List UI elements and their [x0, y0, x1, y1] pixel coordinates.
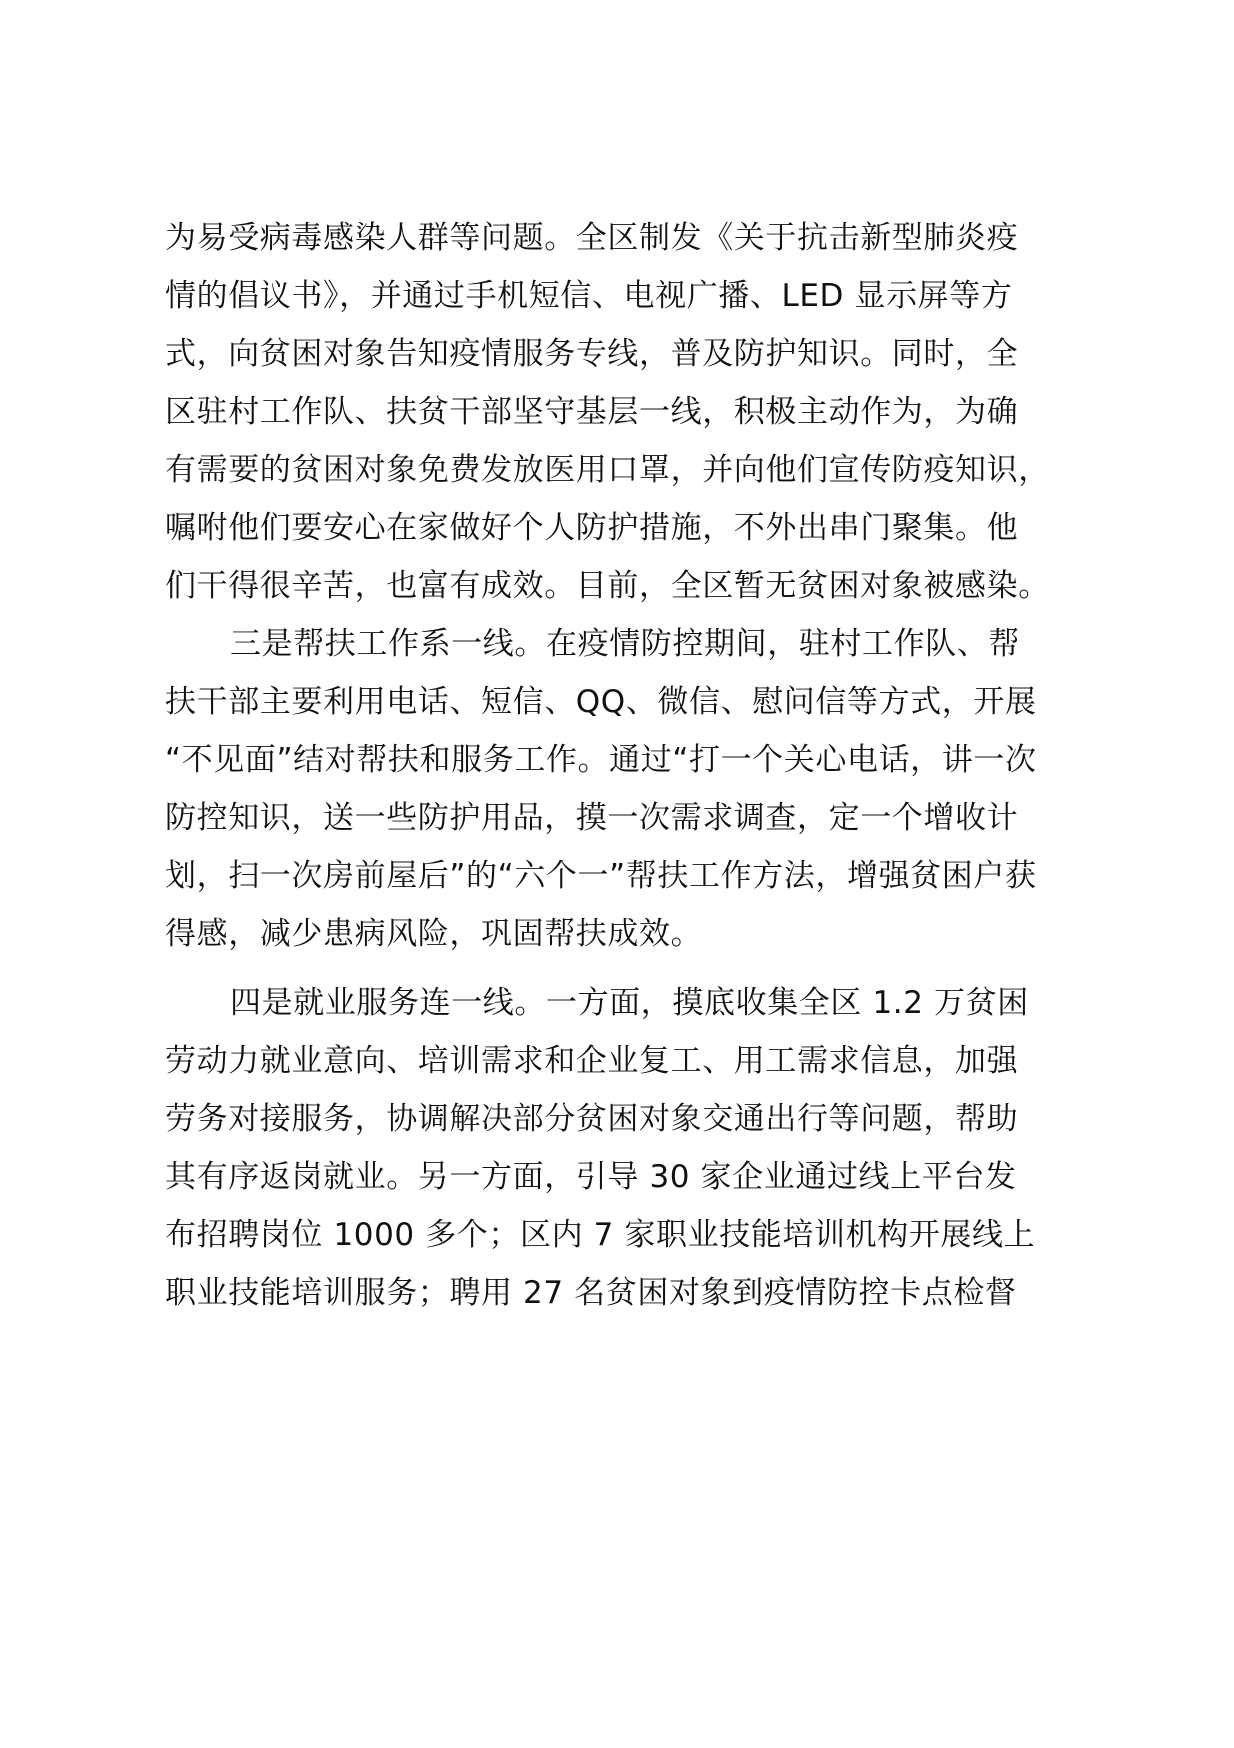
paragraph-3-line-4: 其有序返岗就业。另一方面，引导 30 家企业通过线上平台发 [165, 1159, 1017, 1195]
paragraph-1-line-2: 情的倡议书》，并通过手机短信、电视广播、LED 显示屏等方 [165, 278, 1013, 314]
paragraph-1-line-5: 有需要的贫困对象免费发放医用口罩，并向他们宣传防疫知识， [165, 452, 1050, 488]
paragraph-3-line-2: 劳动力就业意向、培训需求和企业复工、用工需求信息，加强 [165, 1043, 1019, 1079]
paragraph-1-line-7: 们干得很辛苦，也富有成效。目前，全区暂无贫困对象被感染。 [165, 568, 1050, 604]
paragraph-3-line-6: 职业技能培训服务；聘用 27 名贫困对象到疫情防控卡点检督 [165, 1275, 1017, 1311]
paragraph-2-line-2: 扶干部主要利用电话、短信、QQ、微信、慰问信等方式，开展 [165, 684, 1037, 720]
paragraph-3-line-5: 布招聘岗位 1000 多个；区内 7 家职业技能培训机构开展线上 [165, 1217, 1036, 1253]
paragraph-3-line-1: 四是就业服务连一线。一方面，摸底收集全区 1.2 万贫困 [230, 985, 1029, 1021]
paragraph-2-line-3: “不见面”结对帮扶和服务工作。通过“打一个关心电话，讲一次 [165, 742, 1037, 778]
paragraph-1-line-4: 区驻村工作队、扶贫干部坚守基层一线，积极主动作为，为确 [165, 394, 1019, 430]
paragraph-2-line-6: 得感，减少患病风险，巩固帮扶成效。 [165, 916, 703, 952]
paragraph-2-line-4: 防控知识，送一些防护用品，摸一次需求调查，定一个增收计 [165, 800, 1019, 836]
paragraph-3-line-3: 劳务对接服务，协调解决部分贫困对象交通出行等问题，帮助 [165, 1101, 1019, 1137]
paragraph-2-line-5: 划，扫一次房前屋后”的“六个一”帮扶工作方法，增强贫困户获 [165, 858, 1037, 894]
paragraph-1-line-1: 为易受病毒感染人群等问题。全区制发《关于抗击新型肺炎疫 [165, 220, 1019, 256]
paragraph-2-line-1: 三是帮扶工作系一线。在疫情防控期间，驻村工作队、帮 [230, 626, 1020, 662]
paragraph-1-line-3: 式，向贫困对象告知疫情服务专线，普及防护知识。同时，全 [165, 336, 1019, 372]
paragraph-1-line-6: 嘱咐他们要安心在家做好个人防护措施，不外出串门聚集。他 [165, 510, 1019, 546]
